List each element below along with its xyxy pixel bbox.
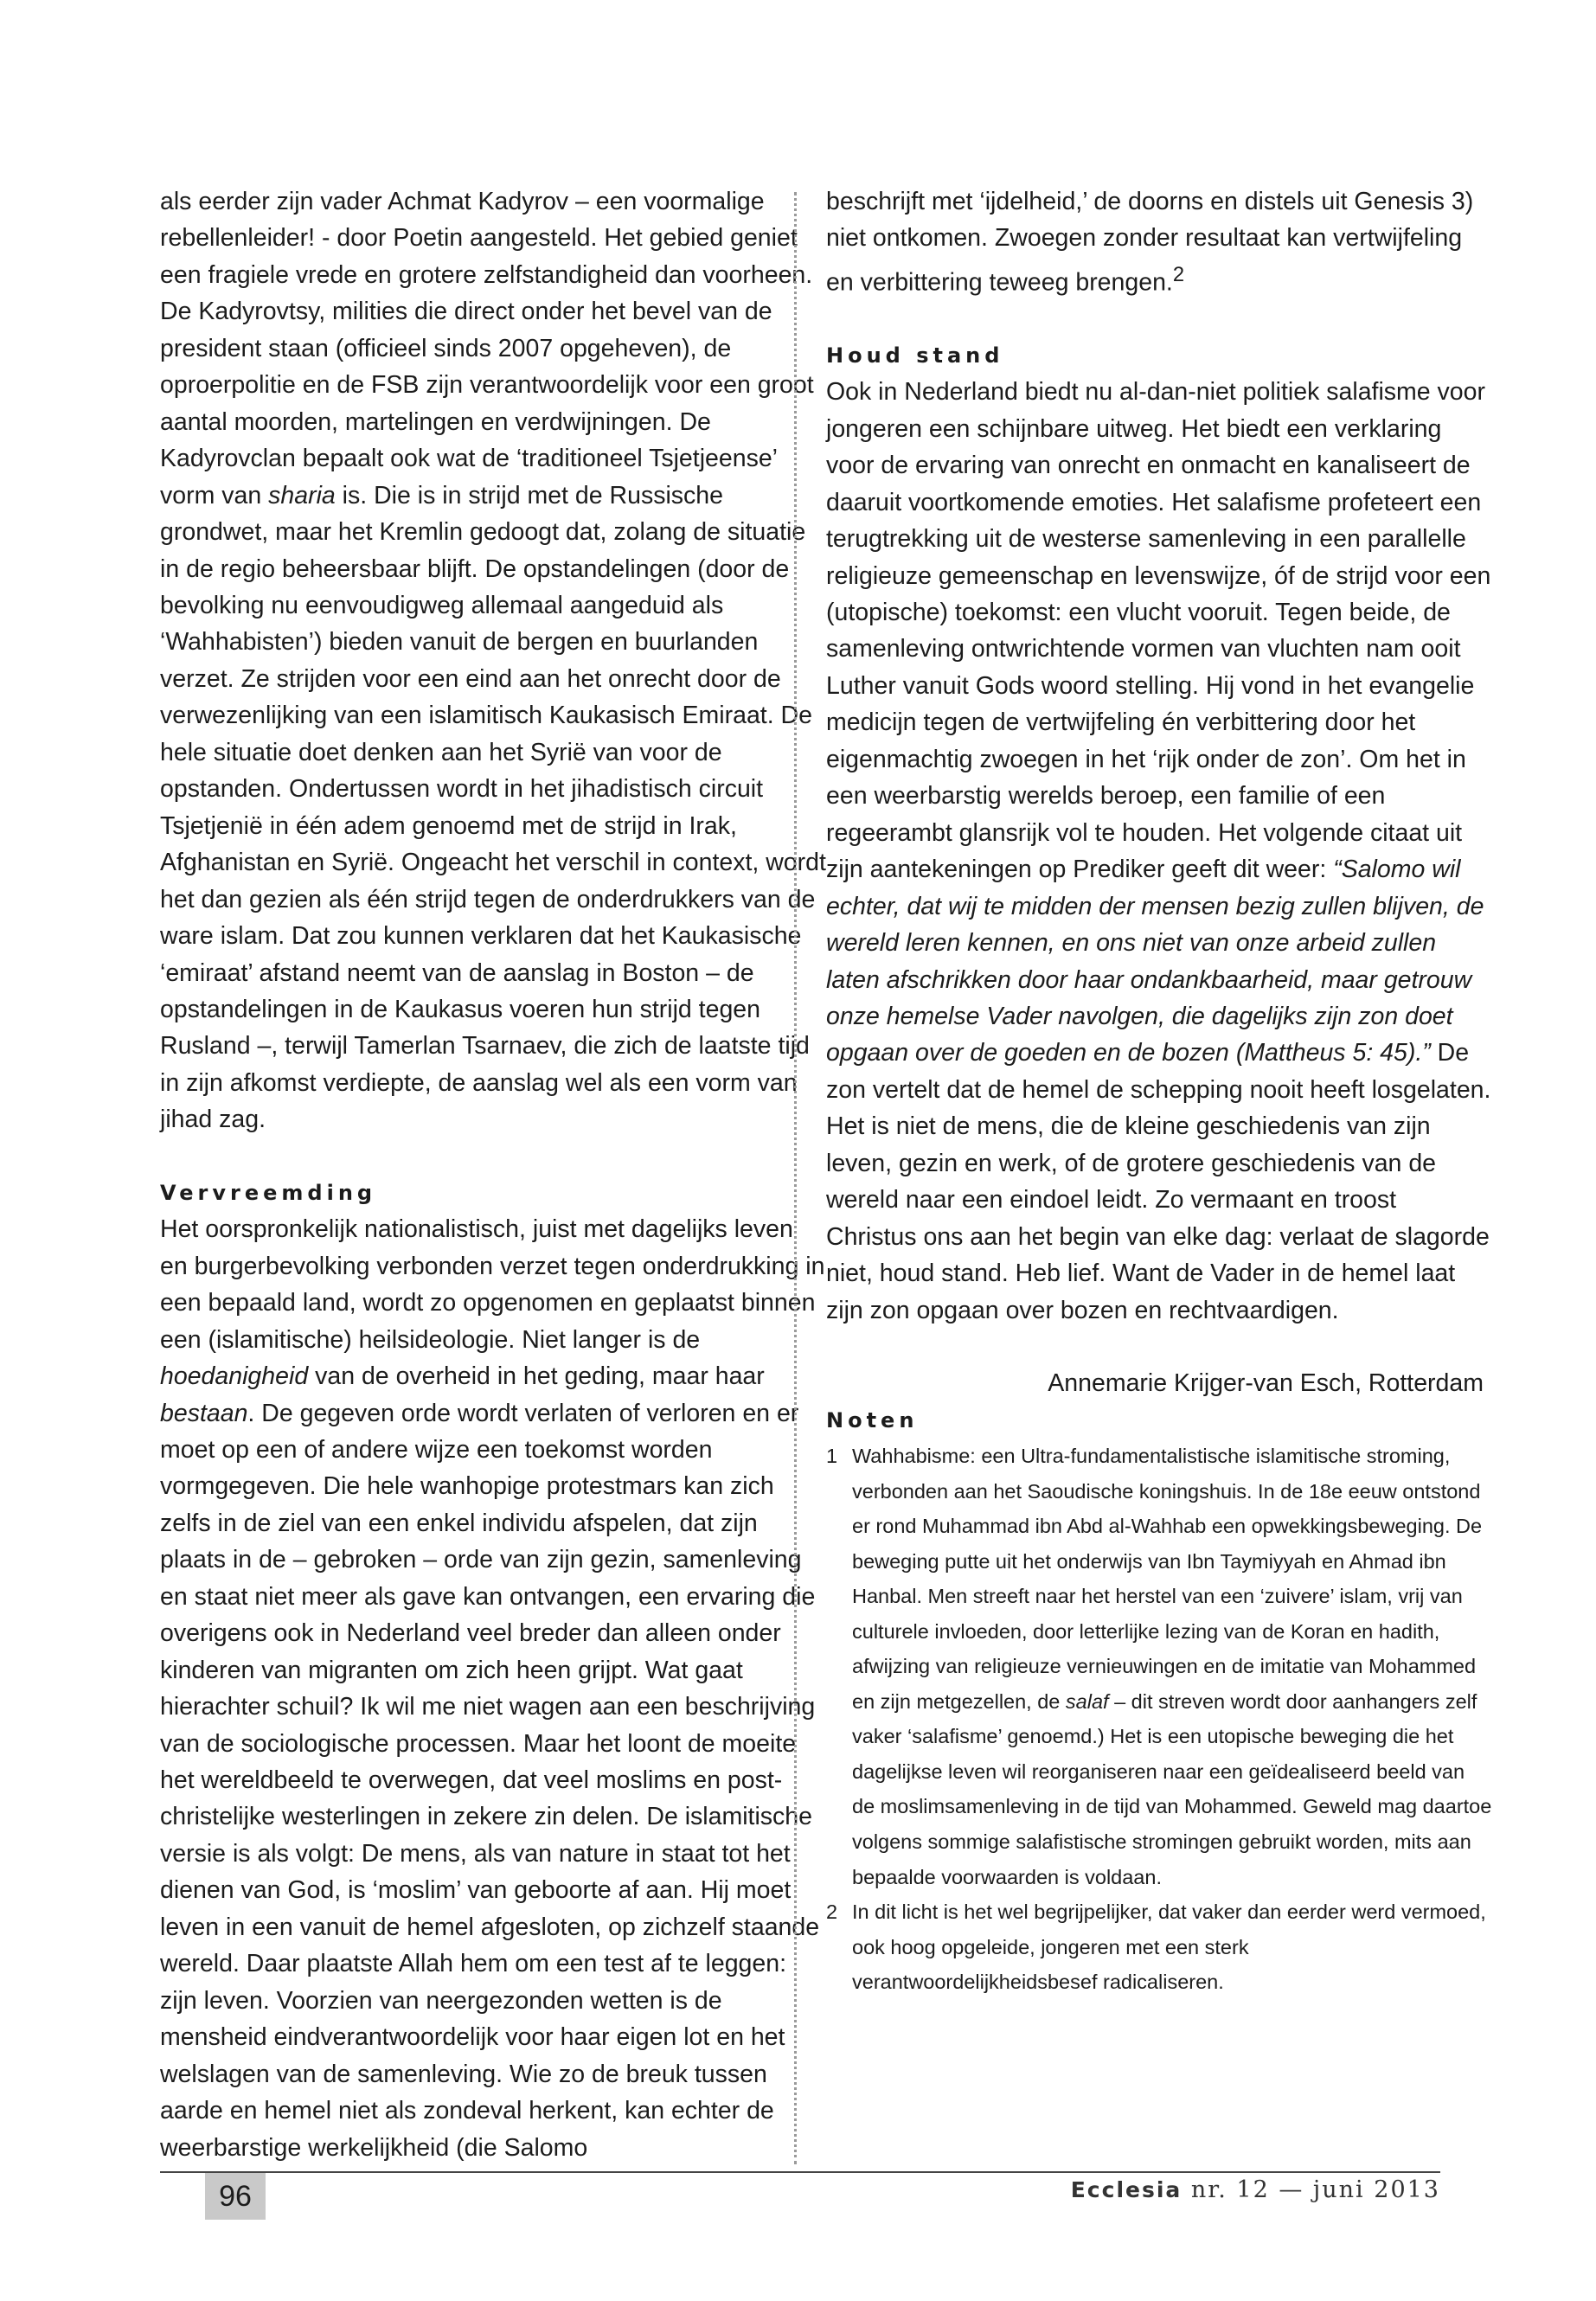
text-run: De zon vertelt dat de hemel de schepping nooit heeft losgelaten. Het is niet de mens, die de kleine geschiedenis van zijn leven, gezin en werk, of de grotere geschiedenis van de wereld naar een eindoel leidt. Zo vermaant en troost Christus ons aan het begin van elke dag: verlaat de slagorde niet, houd stand. Heb lief. Want de Vader in de hemel laat zijn zon opgaan over bozen en rechtvaardigen. (826, 1039, 1491, 1324)
footnote-item (826, 1439, 1492, 1894)
italic-text: sharia (268, 481, 336, 510)
text-run: Wahhabisme: een Ultra-fundamentalistische islamitische stroming, verbonden aan het Saoudische koningshuis. In de 18e eeuw ontstond er rond Muhammad ibn Abd al-Wahhab een opwekkingsbeweging. De beweging putte uit het onderwijs van Ibn Taymiyyah en Ahmad ibn Hanbal. Men streeft naar het herstel van een ‘zuivere’ islam, vrij van culturele invloeden, door letterlijke lezing van de Koran en hadith, afwijzing van religieuze vernieuwingen en de imitatie van Mohammed en zijn metgezellen, de (852, 1445, 1483, 1713)
footnote-number: 2 (826, 1900, 838, 1924)
footnote-item (826, 1894, 1492, 2000)
text-run: – dit streven wordt door aanhangers zelf vaker ‘salafisme’ genoemd.) Het is een utopische beweging die het dagelijkse leven wil reorganiseren naar een geïdealiseerd beeld van de moslimsamenleving in de tijd van Mohammed. Geweld mag daartoe volgens sommige salafistische stromingen gebruikt worden, mits aan bepaalde voorwaarden is voldaan. (852, 1689, 1492, 1888)
page-number: 96 (205, 2173, 266, 2220)
text-run: is. Die is in strijd met de Russische grondwet, maar het Kremlin gedoogt dat, zolang de situatie in de regio beheersbaar blijft. De opstandelingen (door de bevolking nu eenvoudigweg allemaal aangeduid als ‘Wahhabisten’) bieden vanuit de bergen en buurlanden verzet. Ze strijden voor een eind aan het onrecht door de verwezenlijking van een islamitisch Kaukasisch Emiraat. De hele situatie doet denken aan het Syrië van voor de opstanden. Ondertussen wordt in het jihadistisch circuit Tsjetjenië in één adem genoemd met de strijd in Irak, Afghanistan en Syrië. Ongeacht het verschil in context, wordt het dan gezien als één strijd tegen de onderdrukkers van de ware islam. Dat zou kunnen verklaren dat het Kaukasische ‘emiraat’ afstand neemt van de aanslag in Boston – de opstandelingen in de Kaukasus voeren hun strijd tegen Rusland –, terwijl Tamerlan Tsarnaev, die zich de laatste tijd in zijn afkomst verdiepte, de aanslag wel als een vorm van jihad zag. (160, 481, 826, 1134)
text-run: als eerder zijn vader Achmat Kadyrov – een voormalige rebellenleider! - door Poetin aangesteld. Het gebied geniet een fragiele vrede en grotere zelfstandigheid dan voorheen. De Kadyrovtsy, milities die direct onder het bevel van de president staan (officieel sinds 2007 opgeheven), de oproerpolitie en de FSB zijn verantwoordelijk voor een groot aantal moorden, martelingen en verdwijningen. De Kadyrovclan bepaalt ook wat de ‘traditioneel Tsjetjeense’ vorm van (160, 188, 814, 510)
footnotes-list (826, 1439, 1492, 2000)
right-intro-paragraph (826, 183, 1492, 301)
text-run: beschrijft met ‘ijdelheid,’ de doorns en distels uit Genesis 3) niet ontkomen. Zwoegen zonder resultaat kan vertwijfeling en verbittering teweeg brengen. (826, 188, 1474, 297)
left-intro-paragraph (160, 183, 826, 1138)
left-body-paragraph (160, 1211, 826, 2166)
text-run: Ook in Nederland biedt nu al-dan-niet politiek salafisme voor jongeren een schijnbare uitweg. Het biedt een verklaring voor de ervaring van onrecht en onmacht en kanaliseert de daaruit voortkomende emoties. Het salafisme profeteert een terugtrekking uit de westerse samenleving in een parallelle religieuze gemeenschap en levenswijze, óf de strijd voor een (utopische) toekomst: een vlucht vooruit. Tegen beide, de samenleving ontwrichtende vormen van vluchten nam ooit Luther vanuit Gods woord stelling. Hij vond in het evangelie medicijn tegen de vertwijfeling én verbittering door het eigenmachtig zwoegen in het ‘rijk onder de zon’. Om het in een weerbarstig werelds beroep, een familie of een regeerambt glansrijk vol te houden. Het volgende citaat uit zijn aantekeningen op Prediker geeft dit weer: (826, 378, 1491, 884)
notes-heading: Noten (826, 1407, 919, 1433)
italic-text: hoedanigheid (160, 1362, 309, 1391)
journal-issue-line (1071, 2176, 1440, 2203)
journal-issue: nr. 12 — juni 2013 (1190, 2176, 1440, 2203)
text-run: In dit licht is het wel begrijpelijker, dat vaker dan eerder werd vermoed, ook hoog opgeleide, jongeren met een sterk verantwoordelijkheidsbesef radicaliseren. (852, 1900, 1486, 1994)
italic-text: salaf (1065, 1689, 1109, 1713)
left-column (160, 183, 826, 2166)
right-column (826, 183, 1492, 2000)
italic-text: “Salomo wil echter, dat wij te midden der mensen bezig zullen blijven, de wereld leren kennen, en ons niet van onze arbeid zullen laten afschrikken door haar ondankbaarheid, maar getrouw onze hemelse Vader navolgen, die dagelijks zijn zon doet opgaan over de goeden en de bozen (Mattheus 5: 45).” (826, 856, 1484, 1067)
italic-text: bestaan (160, 1399, 248, 1427)
footnote-text (852, 1439, 1492, 1894)
column-divider (794, 192, 797, 2164)
footnote-reference: 2 (1172, 262, 1185, 286)
journal-name: Ecclesia (1070, 2177, 1183, 2202)
section-heading-vervreemding: Vervreemding (160, 1180, 377, 1205)
footnote-text (852, 1894, 1492, 2000)
footnote-number: 1 (826, 1445, 838, 1467)
text-run: . De gegeven orde wordt verlaten of verloren en er moet op een of andere wijze een toekomst worden vormgegeven. Die hele wanhopige protestmars kan zich zelfs in de ziel van een enkel individu afspelen, dat zijn plaats in de – gebroken – orde van zijn gezin, samenleving en staat niet meer als gave kan ontvangen, een ervaring die overigens ook in Nederland veel breder dan alleen onder kinderen van migranten om zich heen grijpt. Wat gaat hierachter schuil? Ik wil me niet wagen aan een beschrijving van de sociologische processen. Maar het loont de moeite het wereldbeeld te overwegen, dat veel moslims en post-christelijke westerlingen in zekere zin delen. De islamitische versie is als volgt: De mens, als van nature in staat tot het dienen van God, is ‘moslim’ van geboorte af aan. Hij moet leven in een vanuit de hemel afgesloten, op zichzelf staande wereld. Daar plaatste Allah hem om een test af te leggen: zijn leven. Voorzien van neergezonden wetten is de mensheid eindverantwoordelijk voor haar eigen lot en het welslagen van de samenleving. Wie zo de breuk tussen aarde en hemel niet als zondeval herkent, kan echter de weerbarstige werkelijkheid (die Salomo (160, 1399, 820, 2162)
footer-rule (160, 2171, 1440, 2173)
section-heading-houd-stand: Houd stand (826, 343, 1004, 368)
author-signature: Annemarie Krijger-van Esch, Rotterdam (1048, 1369, 1484, 1398)
text-run: Het oorspronkelijk nationalistisch, juist met dagelijks leven en burgerbevolking verbonden verzet tegen onderdrukking in een bepaald land, wordt zo opgenomen en geplaatst binnen een (islamitische) heilsideologie. Niet langer is de (160, 1215, 825, 1354)
text-run: van de overheid in het geding, maar haar (308, 1362, 765, 1391)
right-body-paragraph (826, 374, 1492, 1329)
